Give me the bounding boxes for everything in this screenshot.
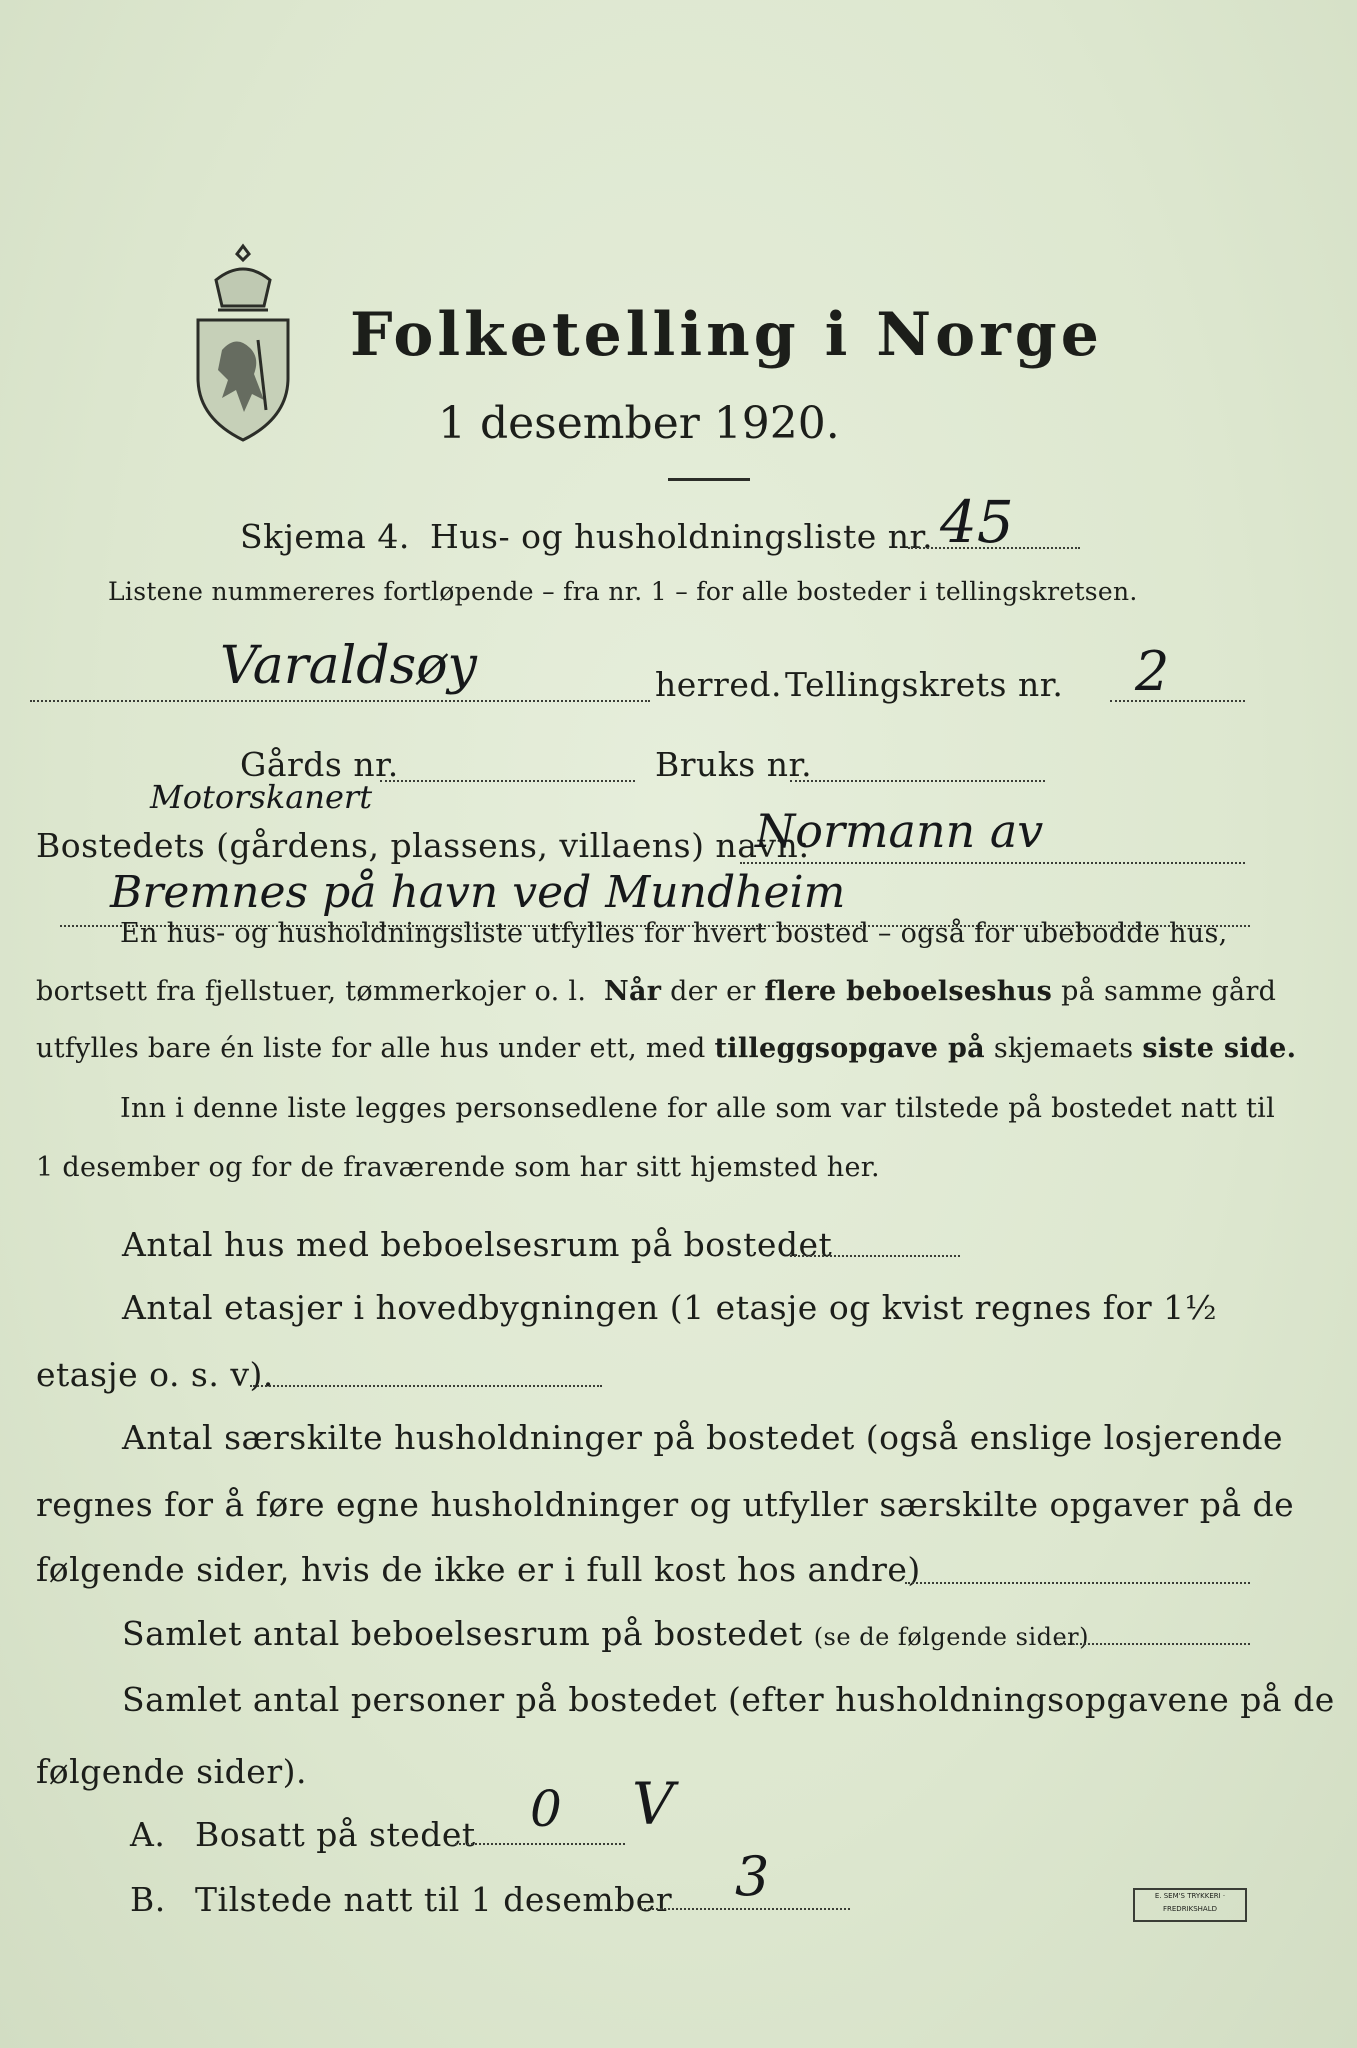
numbering-note: Listene nummereres fortløpende – fra nr. 1 – for alle bosteder i tellingskretsen. bbox=[108, 577, 1138, 606]
tilstede-label: Tilstede natt til 1 desember bbox=[195, 1880, 673, 1919]
bruks-nr-field-line bbox=[790, 780, 1045, 782]
list-number-value[interactable]: 45 bbox=[940, 488, 1014, 556]
tilstede-field-line bbox=[640, 1908, 850, 1910]
bruks-nr-label: Bruks nr. bbox=[655, 745, 813, 784]
list-number-label: Hus- og husholdningsliste nr. bbox=[430, 517, 934, 556]
bosatt-field-line bbox=[455, 1843, 625, 1845]
bosted-note[interactable]: Motorskanert bbox=[150, 778, 373, 816]
bosted-label: Bostedets (gårdens, plassens, villaens) navn: bbox=[36, 826, 810, 865]
question-persons-line-1: Samlet antal personer på bostedet (efter husholdningsopgavene på de bbox=[122, 1680, 1335, 1719]
gards-nr-label: Gårds nr. bbox=[240, 745, 399, 784]
bosatt-value[interactable]: 0 bbox=[530, 1780, 562, 1838]
instruction-line-2: bortsett fra fjellstuer, tømmerkojer o. l. Når der er flere beboelseshus på samme gård bbox=[36, 976, 1277, 1007]
schema-label: Skjema 4. bbox=[240, 517, 410, 556]
instruction-line-5: 1 desember og for de fraværende som har sitt hjemsted her. bbox=[36, 1152, 880, 1183]
bosatt-check-mark: V bbox=[632, 1770, 674, 1838]
floors-field-line bbox=[250, 1385, 602, 1387]
printer-stamp: E. SEM'S TRYKKERI · FREDRIKSHALD bbox=[1133, 1888, 1247, 1922]
rooms-field-line bbox=[1055, 1643, 1250, 1645]
tellingskrets-value[interactable]: 2 bbox=[1135, 640, 1170, 703]
question-households-line-2: regnes for å føre egne husholdninger og utfyller særskilte opgaver på de bbox=[36, 1485, 1295, 1524]
question-rooms: Samlet antal beboelsesrum på bostedet (se de følgende sider) bbox=[122, 1614, 1090, 1653]
question-floors-line-2: etasje o. s. v). bbox=[36, 1355, 274, 1394]
tilstede-letter: B. bbox=[130, 1880, 166, 1919]
instruction-line-3: utfylles bare én liste for alle hus under ett, med tilleggsopgave på skjemaets siste side. bbox=[36, 1033, 1297, 1064]
question-households-line-3: følgende sider, hvis de ikke er i full kost hos andre) bbox=[36, 1550, 921, 1589]
norway-coat-of-arms-icon bbox=[188, 240, 298, 445]
tilstede-value[interactable]: 3 bbox=[735, 1845, 770, 1908]
herred-value[interactable]: Varaldsøy bbox=[220, 636, 477, 696]
gards-nr-field-line bbox=[380, 780, 635, 782]
bosted-field-line-1 bbox=[740, 862, 1245, 864]
instruction-line-1: En hus- og husholdningsliste utfylles for hvert bosted – også for ubebodde hus, bbox=[120, 918, 1228, 949]
question-households-line-1: Antal særskilte husholdninger på bostedet (også enslige losjerende bbox=[122, 1418, 1284, 1457]
question-persons-line-2: følgende sider). bbox=[36, 1752, 307, 1791]
herred-field-line bbox=[30, 700, 650, 702]
bosatt-label: Bosatt på stedet bbox=[195, 1815, 476, 1854]
bosatt-letter: A. bbox=[130, 1815, 166, 1854]
herred-label: herred. bbox=[655, 665, 782, 704]
divider bbox=[668, 478, 750, 481]
tellingskrets-field-line bbox=[1110, 700, 1245, 702]
page-title: Folketelling i Norge bbox=[350, 300, 1103, 370]
bosted-value-1[interactable]: Normann av bbox=[755, 804, 1044, 858]
question-houses: Antal hus med beboelsesrum på bostedet bbox=[122, 1225, 833, 1264]
bosted-value-2[interactable]: Bremnes på havn ved Mundheim bbox=[110, 867, 846, 918]
instruction-line-4: Inn i denne liste legges personsedlene for alle som var tilstede på bostedet natt til bbox=[120, 1093, 1276, 1124]
houses-field-line bbox=[790, 1255, 960, 1257]
question-floors-line-1: Antal etasjer i hovedbygningen (1 etasje og kvist regnes for 1½ bbox=[122, 1288, 1218, 1327]
census-date: 1 desember 1920. bbox=[438, 398, 840, 449]
tellingskrets-label: Tellingskrets nr. bbox=[785, 665, 1064, 704]
households-field-line bbox=[905, 1582, 1250, 1584]
